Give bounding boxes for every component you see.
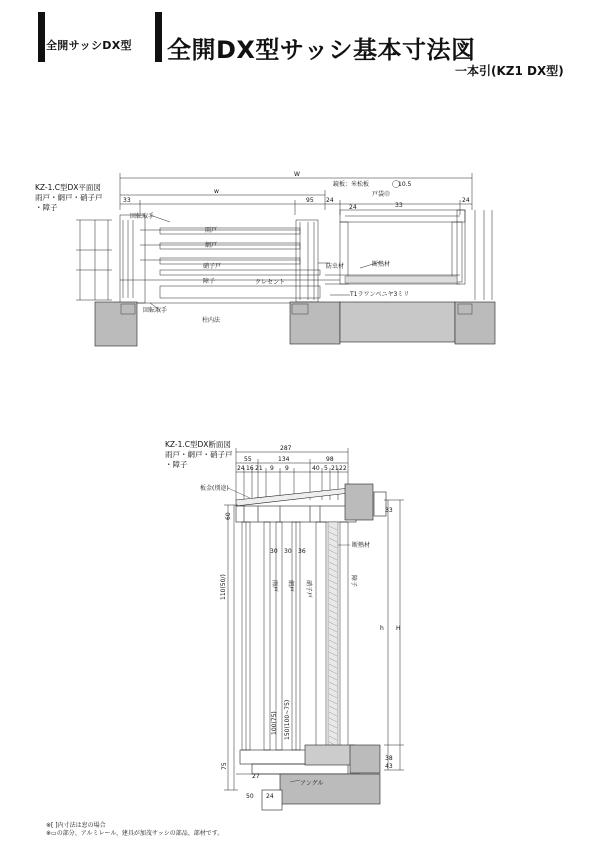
section-v36: 36 [298, 548, 306, 555]
section-v27: 27 [252, 773, 260, 780]
plan-tobukuro-width: 戸袋巾 [372, 191, 391, 198]
plan-crescent: クレセント [255, 279, 286, 286]
section-r2-3: 9 [270, 465, 274, 472]
section-v30a: 30 [270, 548, 278, 555]
plan-d24: 24 [326, 197, 334, 204]
plan-kaiten-top: 回転取手 [130, 213, 155, 220]
plan-amado: 雨戸 [205, 227, 218, 234]
plan-amido: 網戸 [205, 242, 218, 249]
section-shoji: 障子 [350, 575, 357, 588]
section-r2-0: 24 [237, 465, 245, 472]
plan-caption-1: KZ-1.C型DX平面図 [35, 183, 101, 192]
section-r2-2: 21 [255, 465, 263, 472]
plan-d33: 33 [123, 197, 131, 204]
note-2: ※▭の部分、アルミレール、建具が加茂サッシの部品、部材です。 [46, 830, 224, 837]
section-v30b: 30 [284, 548, 292, 555]
plan-hashiranai: 柱内法 [202, 317, 221, 324]
plan-garasudo: 硝子戸 [203, 263, 222, 270]
section-d55: 55 [244, 456, 252, 463]
section-caption-3: ・障子 [165, 460, 188, 469]
section-h-inner: 110(50/) [220, 574, 227, 600]
section-v75: 75 [221, 762, 228, 770]
section-top-right-33: 33 [385, 507, 393, 514]
series-label: 全開サッシDX型 [46, 39, 132, 52]
section-amido: 網戸 [287, 580, 294, 593]
section-h: h [380, 625, 384, 632]
plan-w-label: w [214, 188, 219, 195]
plan-caption-2: 雨戸・網戸・硝子戸 [35, 193, 103, 202]
section-r2-6: 5 [324, 465, 328, 472]
plan-dannetsu: 断熱材 [372, 261, 391, 268]
page-title: 全開DX型サッシ基本寸法図 [167, 36, 476, 64]
page-subtitle: 一本引(KZ1 DX型) [455, 64, 564, 78]
section-h-inner3: 150(100~75) [284, 699, 291, 740]
section-r2-8: 22 [339, 465, 347, 472]
section-dannetsu: 断熱材 [352, 542, 371, 549]
section-v50: 50 [246, 793, 254, 800]
section-v60: 60 [225, 512, 232, 520]
plan-d95: 95 [306, 197, 314, 204]
section-h-inner2: 100(75) [271, 711, 278, 735]
plan-tobukuro-thk: 10.5 [398, 181, 412, 188]
plan-caption-3: ・障子 [35, 203, 58, 212]
section-r2-7: 21 [331, 465, 339, 472]
plan-d33b: 33 [395, 202, 403, 209]
section-amado: 雨戸 [271, 580, 278, 593]
section-angle: アングル [300, 780, 324, 787]
section-caption-1: KZ-1.C型DX断面図 [165, 440, 231, 449]
section-d98: 98 [326, 456, 334, 463]
plan-d24b: 24 [349, 204, 357, 211]
section-d134: 134 [278, 456, 290, 463]
section-itakane: 板金(別途) [200, 485, 229, 492]
plan-tobukuro-label: 鏡板：米松板 [333, 181, 370, 188]
section-r2-4: 9 [285, 465, 289, 472]
section-r2-1: 16 [246, 465, 254, 472]
plan-bouchu: 防虫材 [326, 263, 345, 270]
plan-shoji: 障子 [203, 278, 216, 285]
section-bottom-right-38: 38 [385, 755, 393, 762]
section-garasudo: 硝子戸 [305, 580, 312, 599]
section-H: H [396, 625, 401, 632]
plan-W-label: W [294, 171, 300, 178]
section-bottom-right-43: 43 [385, 763, 393, 770]
note-1: ※[ ]内寸法は窓の場合 [46, 822, 106, 829]
plan-lauan: T1ラワンベニヤ3ミリ [350, 291, 410, 298]
section-caption-2: 雨戸・網戸・硝子戸 [165, 450, 233, 459]
plan-kaiten-bottom: 回転取手 [143, 307, 168, 314]
section-v24: 24 [266, 793, 274, 800]
section-total: 287 [280, 445, 292, 452]
plan-d24c: 24 [462, 197, 470, 204]
section-r2-5: 40 [312, 465, 320, 472]
